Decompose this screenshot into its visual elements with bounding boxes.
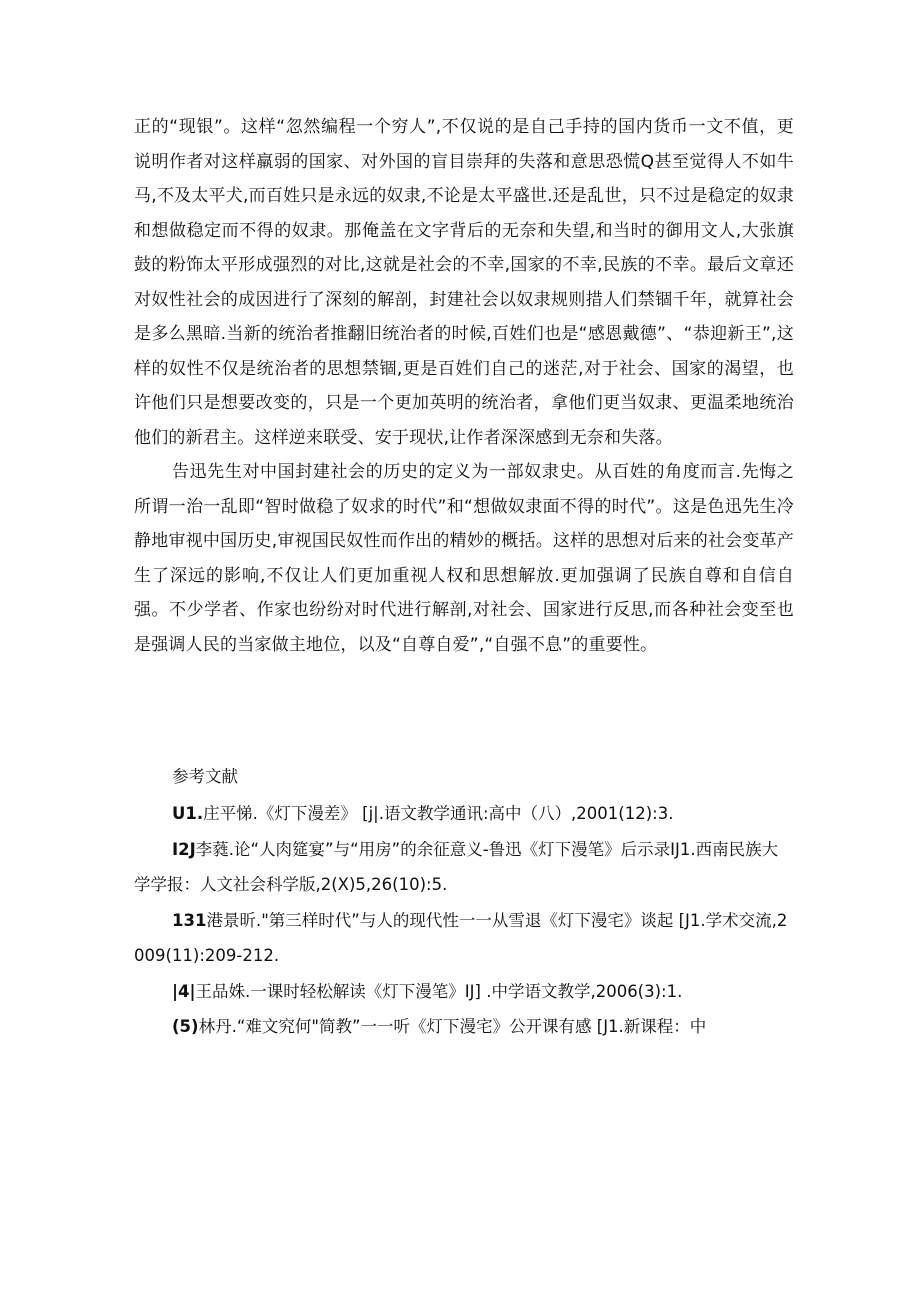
references-section — [134, 760, 794, 1045]
reference-item-2 — [134, 832, 794, 903]
reference-text: 林丹.“难文究何"简教”一一听《灯下漫宅》公开课有感 [J1.新课程：中 — [198, 1017, 707, 1036]
reference-number: 131 — [172, 910, 207, 930]
reference-text: 王品姝.一课时轻松解读《灯下漫笔》IJ] .中学语文教学,2006(3):1. — [195, 981, 683, 1001]
reference-text: 李蕤.论“人肉筵宴”与“用房”的余征意义-鲁迅《灯下漫笔》后示录IJ1.西南民族大学学报：人文社会科学版,2(X)5,26(10):5. — [134, 839, 779, 894]
reference-text: 港景昕."第三样时代”与人的现代性一一从雪退《灯下漫宅》谈起 [J1.学术交流,2009(11):209-212. — [134, 910, 788, 965]
reference-number: I2J — [172, 839, 196, 859]
reference-item-5 — [134, 1009, 794, 1045]
reference-number: (5) — [172, 1017, 199, 1036]
reference-text: 庄平悌.《灯下漫差》 [j|.语文教学通讯:高中（八）,2001(12):3. — [203, 804, 674, 823]
reference-item-3 — [134, 903, 794, 974]
paragraph-1: 正的“现银”。这样“忽然编程一个穷人”,不仅说的是自己手持的国内货币一文不值，更说明作者对这样羸弱的国家、对外国的盲目崇拜的失落和意思恐慌Q甚至觉得人不如牛马,不及太平犬,而百姓只是永远的奴隶,不论是太平盛世.还是乱世，只不过是稳定的奴隶和想做稳定而不得的奴隶。那俺盖在文字背后的无奈和失望,和当时的御用文人,大张旗鼓的粉饰太平形成强烈的对比,这就是社会的不幸,国家的不幸,民族的不幸。最后文章还对奴性社会的成因进行了深刻的解剖，封建社会以奴隶规则措人们禁锢千年，就算社会是多么黑暗.当新的统治者推翻旧统治者的时候,百姓们也是“感恩戴德”、“恭迎新王”,这样的奴性不仅是统治者的思想禁锢,更是百姓们自己的迷茫,对于社会、国家的渴望，也许他们只是想要改变的，只是一个更加英明的统治者，拿他们更当奴隶、更温柔地统治他们的新君主。这样逆来联受、安于现状,让作者深深感到无奈和失落。 — [134, 117, 794, 448]
reference-number: U1. — [172, 804, 204, 823]
reference-item-4 — [134, 974, 794, 1010]
reference-number: |4| — [172, 981, 196, 1001]
reference-item-1 — [134, 796, 794, 832]
references-heading: 参考文献 — [172, 767, 238, 786]
paragraph-2: 告迅先生对中国封建社会的历史的定义为一部奴隶史。从百姓的角度而言.先悔之所谓一治一乱即“智时做稳了奴求的时代”和“想做奴隶面不得的时代”。这是色迅先生冷静地审视中国历史,审视国民奴性而作出的精妙的概括。这样的思想对后来的社会变革产生了深远的影响,不仅让人们更加重视人权和思想解放.更加强调了民族自尊和自信自强。不少学者、作家也纷纷对时代进行解剖,对社会、国家进行反思,而各种社会变至也是强调人民的当家做主地位，以及“自尊自爱”,“自强不息”的重要性。 — [134, 462, 794, 655]
body-text — [134, 110, 794, 662]
